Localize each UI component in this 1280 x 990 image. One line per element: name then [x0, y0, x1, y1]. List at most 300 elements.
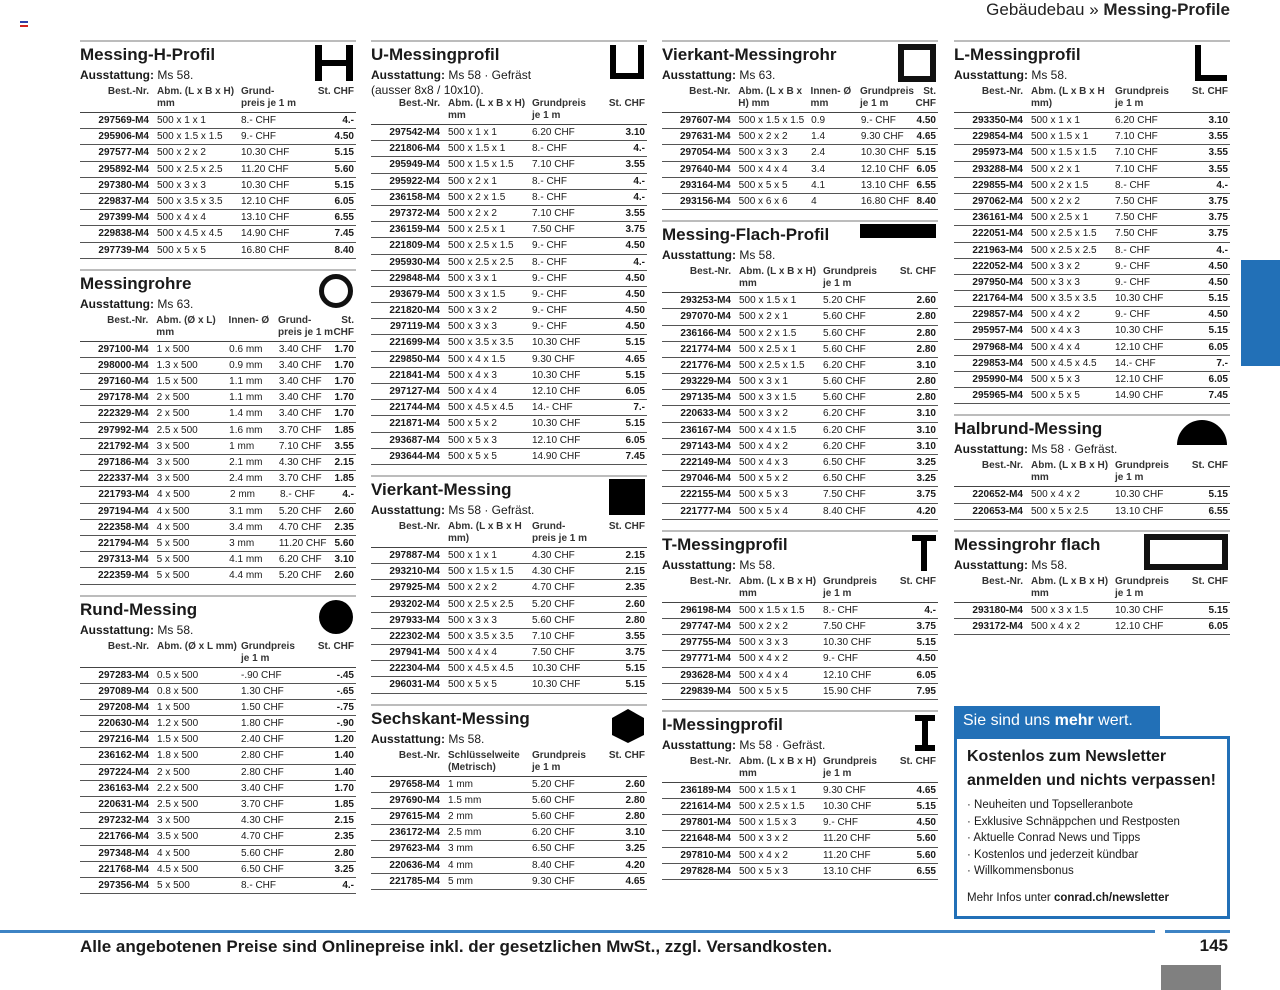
table-row[interactable] [954, 194, 1230, 210]
column-header: Grundpreis je 1 m [823, 755, 877, 779]
table-cell: 3.25 [916, 457, 936, 468]
table-row[interactable] [662, 423, 938, 439]
table-row[interactable] [371, 368, 647, 384]
table-row[interactable] [371, 777, 647, 793]
table-row[interactable] [80, 178, 356, 194]
table-cell: 2.60 [334, 505, 354, 517]
column-header: Grundpreis je 1 m [823, 266, 877, 290]
table-cell: 3.55 [1208, 147, 1228, 159]
table-cell: 500 x 2.5 x 2.5 [448, 256, 514, 268]
table-cell: 1.70 [334, 359, 354, 371]
page-corner-tab [1161, 965, 1221, 990]
table-cell: 221764-M4 [972, 293, 1023, 305]
table-row[interactable] [80, 129, 356, 145]
table-row[interactable] [371, 433, 647, 449]
table-row[interactable] [371, 416, 647, 432]
section-spec: Ausstattung: Ms 58. [662, 557, 776, 572]
table-cell: 4.- [342, 115, 354, 126]
table-cell: 500 x 4 x 4 [448, 647, 497, 659]
table-row[interactable] [954, 243, 1230, 259]
table-row[interactable] [371, 287, 647, 303]
table-row[interactable] [371, 400, 647, 416]
table-row[interactable] [80, 406, 356, 422]
table-cell: 2.35 [334, 831, 354, 843]
table-row[interactable] [80, 748, 356, 764]
table-cell: 8.- CHF [532, 175, 567, 187]
table-cell: 297658-M4 [389, 778, 440, 790]
table-row[interactable] [954, 619, 1230, 635]
table-row[interactable] [662, 848, 938, 864]
table-cell: 6.20 CHF [1115, 115, 1158, 126]
table-cell: 9.- CHF [532, 240, 567, 252]
table-row[interactable] [371, 874, 647, 890]
table-row[interactable] [371, 449, 647, 465]
table-row[interactable] [662, 406, 938, 422]
column-header: Best.-Nr. [689, 755, 731, 767]
newsletter-benefit: · Aktuelle Conrad News und Tipps [967, 832, 1141, 844]
table-row[interactable] [371, 564, 647, 580]
table-row[interactable] [954, 340, 1230, 356]
table-cell: 500 x 5 x 5 [448, 450, 497, 462]
table-row[interactable] [80, 684, 356, 700]
table-row[interactable] [662, 390, 938, 406]
table-row[interactable] [662, 603, 938, 619]
table-row[interactable] [80, 716, 356, 732]
table-cell: 4.50 [625, 305, 645, 317]
newsletter-link[interactable]: conrad.ch/newsletter [1053, 891, 1169, 904]
table-row[interactable] [371, 141, 647, 157]
table-cell: 229855-M4 [972, 179, 1023, 191]
section-title: Messingrohre [80, 273, 192, 293]
table-row[interactable] [954, 356, 1230, 372]
table-row[interactable] [662, 799, 938, 815]
column-header: St. CHF [899, 266, 936, 278]
table-row[interactable] [371, 858, 647, 874]
table-row[interactable] [80, 374, 356, 390]
table-cell: 4.- [1216, 244, 1228, 256]
table-cell: 7.45 [1208, 390, 1228, 402]
table-row[interactable] [662, 619, 938, 635]
table-row[interactable] [954, 504, 1230, 520]
table-cell: 10.30 CHF [241, 179, 290, 191]
table-row[interactable] [954, 487, 1230, 503]
table-cell: 10.30 CHF [532, 663, 581, 675]
table-cell: 5.15 [625, 663, 645, 675]
table-cell: 2.4 [811, 147, 826, 159]
table-row[interactable] [371, 677, 647, 693]
table-cell: 4.- [1216, 179, 1228, 191]
product-section-t [662, 530, 938, 700]
table-row[interactable] [662, 129, 938, 145]
table-row[interactable] [371, 661, 647, 677]
table-cell: 6.55 [916, 179, 936, 191]
table-row[interactable] [954, 113, 1230, 129]
table-cell: 7.10 CHF [1115, 163, 1158, 175]
table-cell: 5.60 CHF [823, 311, 866, 323]
table-row[interactable] [80, 358, 356, 374]
table-cell: 7.50 CHF [1115, 228, 1158, 240]
table-row[interactable] [80, 813, 356, 829]
section-tab[interactable] [1241, 260, 1280, 366]
table-cell: 221809-M4 [389, 240, 440, 252]
table-cell: 3.25 [916, 473, 936, 485]
table-cell: 5.15 [1208, 604, 1228, 616]
table-cell: 0.9 [811, 115, 826, 126]
table-row[interactable] [371, 303, 647, 319]
table-row[interactable] [662, 635, 938, 651]
table-cell: 4.65 [916, 131, 936, 143]
table-cell: 222149-M4 [680, 457, 731, 468]
table-row[interactable] [662, 293, 938, 309]
table-cell: 5.60 CHF [823, 376, 866, 388]
table-cell: 3 mm [448, 843, 473, 855]
column-header: Best.-Nr. [107, 640, 149, 652]
table-row[interactable] [954, 323, 1230, 339]
table-row[interactable] [662, 455, 938, 471]
table-cell: 11.20 CHF [823, 833, 871, 845]
table-cell: 500 x 5 x 3 [739, 865, 788, 877]
table-cell: 500 x 4 x 2 [1031, 620, 1080, 632]
table-cell: 293172-M4 [972, 620, 1023, 632]
square-bar-icon [609, 479, 645, 520]
table-cell: 2.60 [625, 778, 645, 790]
table-row[interactable] [662, 162, 938, 178]
table-row[interactable] [662, 309, 938, 325]
table-cell: 229839-M4 [680, 685, 731, 697]
column-header: St. CHF [333, 314, 355, 338]
column-header: Abm. (L x B x H) mm [739, 266, 817, 290]
table-cell: 6.05 [625, 386, 645, 397]
table-cell: 3.40 CHF [278, 359, 322, 371]
column-header: St. CHF [608, 520, 645, 532]
table-row[interactable] [662, 358, 938, 374]
table-cell: 5.15 [625, 679, 645, 691]
table-cell: 5.60 CHF [823, 392, 866, 404]
table-cell: 6.50 CHF [241, 863, 284, 875]
table-cell: 221793-M4 [98, 489, 149, 501]
table-cell: 297747-M4 [680, 620, 731, 632]
table-row[interactable] [662, 194, 938, 210]
column-header: St. CHF [608, 749, 645, 761]
table-cell: 500 x 1.5 x 1 [448, 143, 506, 155]
table-row[interactable] [371, 809, 647, 825]
table-cell: 7.45 [334, 228, 354, 240]
table-row[interactable] [80, 487, 356, 503]
table-row[interactable] [371, 629, 647, 645]
column-header: Abm. (L x B x H) mm [448, 98, 526, 121]
table-row[interactable] [80, 504, 356, 520]
table-row[interactable] [662, 342, 938, 358]
table-row[interactable] [662, 487, 938, 503]
table-row[interactable] [371, 335, 647, 351]
table-cell: 1.70 [334, 343, 354, 355]
table-row[interactable] [80, 732, 356, 748]
table-row[interactable] [80, 846, 356, 862]
table-cell: 12.10 CHF [241, 195, 290, 207]
table-cell: 4 [811, 195, 817, 207]
table-row[interactable] [662, 374, 938, 390]
table-cell: 5.15 [1208, 293, 1228, 305]
section-spec: Ausstattung: Ms 58. [371, 731, 485, 746]
table-cell: 14.- CHF [532, 402, 573, 414]
table-cell: 2.60 [625, 598, 645, 610]
table-row[interactable] [371, 255, 647, 271]
table-row[interactable] [371, 580, 647, 596]
table-row[interactable] [662, 684, 938, 700]
table-cell: 10.30 CHF [1115, 325, 1164, 337]
table-row[interactable] [80, 536, 356, 552]
table-cell: 7.10 CHF [1115, 131, 1158, 143]
table-row[interactable] [954, 291, 1230, 307]
table-cell: 7.50 CHF [1115, 212, 1158, 224]
section-title: Vierkant-Messing [371, 479, 512, 499]
table-cell: 7.45 [625, 450, 645, 462]
table-row[interactable] [662, 145, 938, 161]
table-cell: 500 x 2 x 2 [1031, 195, 1080, 207]
table-row[interactable] [371, 825, 647, 841]
newsletter-box[interactable] [954, 736, 1230, 919]
table-cell: 3.75 [916, 489, 936, 501]
table-row[interactable] [954, 259, 1230, 275]
table-cell: 295965-M4 [972, 390, 1023, 402]
table-cell: 1.20 [334, 734, 354, 746]
table-row[interactable] [662, 651, 938, 667]
table-cell: 1 mm [448, 778, 473, 790]
table-cell: 4.65 [916, 784, 936, 796]
table-cell: 3 x 500 [156, 457, 190, 468]
table-row[interactable] [954, 226, 1230, 242]
round-rod-icon [318, 599, 354, 640]
table-row[interactable] [80, 520, 356, 536]
table-row[interactable] [954, 603, 1230, 619]
table-cell: 500 x 2 x 1 [739, 311, 788, 323]
table-row[interactable] [662, 668, 938, 684]
table-row[interactable] [662, 864, 938, 880]
newsletter-benefit: · Kostenlos und jederzeit kündbar [967, 848, 1139, 861]
table-cell: 298000-M4 [98, 359, 149, 371]
table-cell: 6.50 CHF [823, 473, 866, 485]
breadcrumb-parent[interactable]: Gebäudebau » [986, 0, 1099, 19]
table-row[interactable] [371, 125, 647, 141]
table-row[interactable] [371, 238, 647, 254]
column-header: Grundpreis je 1 m [1115, 460, 1169, 484]
table-row[interactable] [662, 815, 938, 831]
table-cell: 15.90 CHF [823, 685, 872, 697]
table-row[interactable] [662, 831, 938, 847]
table-cell: 4.30 CHF [241, 815, 284, 827]
table-row[interactable] [371, 190, 647, 206]
table-cell: 11.20 CHF [823, 849, 871, 861]
column-header: St. CHF [915, 86, 937, 109]
table-cell: 5.15 [334, 179, 354, 191]
table-cell: 500 x 5 x 5 [738, 179, 788, 191]
table-cell: 295892-M4 [98, 163, 149, 175]
table-cell: 293156-M4 [680, 195, 731, 207]
table-cell: 3.55 [334, 440, 354, 452]
table-row[interactable] [80, 210, 356, 226]
table-row[interactable] [371, 174, 647, 190]
table-row[interactable] [662, 471, 938, 487]
table-cell: 297399-M4 [98, 212, 149, 224]
table-row[interactable] [954, 162, 1230, 178]
table-row[interactable] [662, 504, 938, 520]
ring-icon [318, 273, 354, 314]
table-row[interactable] [662, 326, 938, 342]
table-cell: 3.55 [1208, 163, 1228, 175]
table-header [662, 576, 938, 603]
table-row[interactable] [80, 423, 356, 439]
table-cell: 500 x 2.5 x 1.5 [739, 359, 805, 371]
table-cell: 1.3 x 500 [156, 359, 198, 371]
table-row[interactable] [80, 162, 356, 178]
table-row[interactable] [662, 113, 938, 129]
breadcrumb[interactable] [986, 0, 1230, 20]
table-row[interactable] [662, 439, 938, 455]
table-row[interactable] [954, 372, 1230, 388]
table-cell: 293180-M4 [972, 604, 1023, 616]
table-cell: 297232-M4 [98, 815, 149, 827]
table-cell: 3.1 mm [229, 505, 263, 517]
table-cell: 500 x 3 x 3 [738, 147, 788, 159]
table-row[interactable] [954, 307, 1230, 323]
table-row[interactable] [80, 145, 356, 161]
table-cell: 500 x 4 x 4 [157, 212, 206, 224]
table-cell: 221792-M4 [98, 440, 149, 452]
section-title: U-Messingprofil [371, 45, 500, 64]
column-header: Abm. (L x B x H) mm [738, 86, 803, 109]
table-cell: 297925-M4 [389, 582, 440, 594]
column-header: Abm. (L x B x H mm) [1031, 86, 1105, 109]
table-cell: 221871-M4 [389, 418, 440, 430]
table-row[interactable] [954, 145, 1230, 161]
table-row[interactable] [371, 613, 647, 629]
table-row[interactable] [80, 113, 356, 129]
table-cell: 297216-M4 [98, 734, 149, 746]
table-row[interactable] [371, 793, 647, 809]
table-row[interactable] [80, 862, 356, 878]
table-cell: 500 x 4 x 2 [739, 653, 788, 665]
table-cell: 3 x 500 [157, 815, 190, 827]
table-row[interactable] [371, 384, 647, 400]
table-row[interactable] [662, 783, 938, 799]
table-cell: -.90 [336, 718, 354, 730]
table-row[interactable] [80, 878, 356, 894]
table-row[interactable] [371, 548, 647, 564]
table-row[interactable] [371, 206, 647, 222]
table-row[interactable] [371, 352, 647, 368]
table-cell: 1.70 [334, 782, 354, 794]
table-row[interactable] [80, 243, 356, 259]
table-cell: 3.70 CHF [241, 799, 284, 810]
table-row[interactable] [80, 226, 356, 242]
table-cell: 500 x 4 x 3 [448, 369, 497, 381]
table-cell: 6.05 [916, 669, 936, 681]
table-row[interactable] [80, 439, 356, 455]
table-cell: 3.75 [1208, 228, 1228, 240]
table-cell: 5.20 CHF [532, 598, 575, 610]
table-cell: 500 x 5 x 3 [1031, 374, 1080, 385]
table-row[interactable] [371, 841, 647, 857]
table-row[interactable] [80, 342, 356, 358]
table-cell: 293202-M4 [389, 598, 440, 610]
table-row[interactable] [954, 129, 1230, 145]
table-row[interactable] [80, 390, 356, 406]
table-cell: 297801-M4 [680, 817, 731, 829]
table-cell: 295990-M4 [972, 374, 1023, 385]
table-cell: 3.40 CHF [278, 408, 322, 420]
table-cell: 8.- CHF [241, 115, 276, 126]
table-cell: 6.55 [916, 865, 936, 877]
table-row[interactable] [80, 829, 356, 845]
table-cell: 9.- CHF [532, 321, 567, 333]
table-row[interactable] [371, 157, 647, 173]
table-row[interactable] [80, 668, 356, 684]
table-row[interactable] [80, 568, 356, 584]
table-cell: 220630-M4 [98, 718, 149, 730]
table-cell: 4.70 CHF [278, 521, 322, 533]
table-cell: 5 mm [448, 875, 473, 887]
table-cell: 222358-M4 [98, 521, 149, 533]
section-title: Vierkant-Messingrohr [662, 45, 837, 64]
table-row[interactable] [80, 700, 356, 716]
table-cell: 14.90 CHF [241, 228, 290, 240]
table-cell: 297380-M4 [98, 179, 149, 191]
table-row[interactable] [954, 210, 1230, 226]
table-cell: 293253-M4 [680, 295, 731, 307]
table-row[interactable] [80, 194, 356, 210]
table-cell: 221806-M4 [389, 143, 440, 155]
table-row[interactable] [80, 765, 356, 781]
table-row[interactable] [371, 271, 647, 287]
table-header [662, 266, 938, 293]
table-row[interactable] [80, 797, 356, 813]
table-row[interactable] [80, 552, 356, 568]
table-row[interactable] [954, 178, 1230, 194]
column-header: Best.-Nr. [107, 314, 149, 326]
l-profile-icon [1194, 44, 1228, 87]
table-row[interactable] [371, 319, 647, 335]
table-cell: 500 x 3.5 x 3.5 [448, 337, 514, 349]
table-row[interactable] [371, 597, 647, 613]
table-row[interactable] [371, 222, 647, 238]
table-row[interactable] [80, 471, 356, 487]
table-cell: 500 x 4.5 x 4.5 [448, 402, 514, 414]
table-row[interactable] [80, 455, 356, 471]
table-cell: 4.50 [916, 817, 936, 829]
table-row[interactable] [371, 645, 647, 661]
table-cell: 9.- CHF [532, 305, 567, 317]
table-cell: 500 x 4.5 x 4.5 [157, 228, 223, 240]
footer-divider [1165, 930, 1230, 933]
table-cell: 222155-M4 [680, 489, 731, 501]
table-row[interactable] [662, 178, 938, 194]
table-cell: 297828-M4 [680, 865, 731, 877]
table-cell: 297607-M4 [680, 115, 731, 126]
table-row[interactable] [954, 388, 1230, 404]
table-cell: 2.15 [334, 457, 354, 468]
table-cell: 222304-M4 [389, 663, 440, 675]
table-row[interactable] [954, 275, 1230, 291]
table-cell: 500 x 2 x 2 [157, 147, 206, 159]
table-cell: 500 x 4 x 2 [739, 440, 788, 452]
table-cell: 2.15 [625, 549, 645, 561]
table-cell: 13.10 CHF [241, 212, 290, 224]
table-cell: 12.10 CHF [532, 434, 581, 446]
table-cell: 4.50 [625, 272, 645, 284]
table-row[interactable] [80, 781, 356, 797]
column-1 [80, 40, 356, 904]
table-cell: 1.85 [334, 424, 354, 436]
